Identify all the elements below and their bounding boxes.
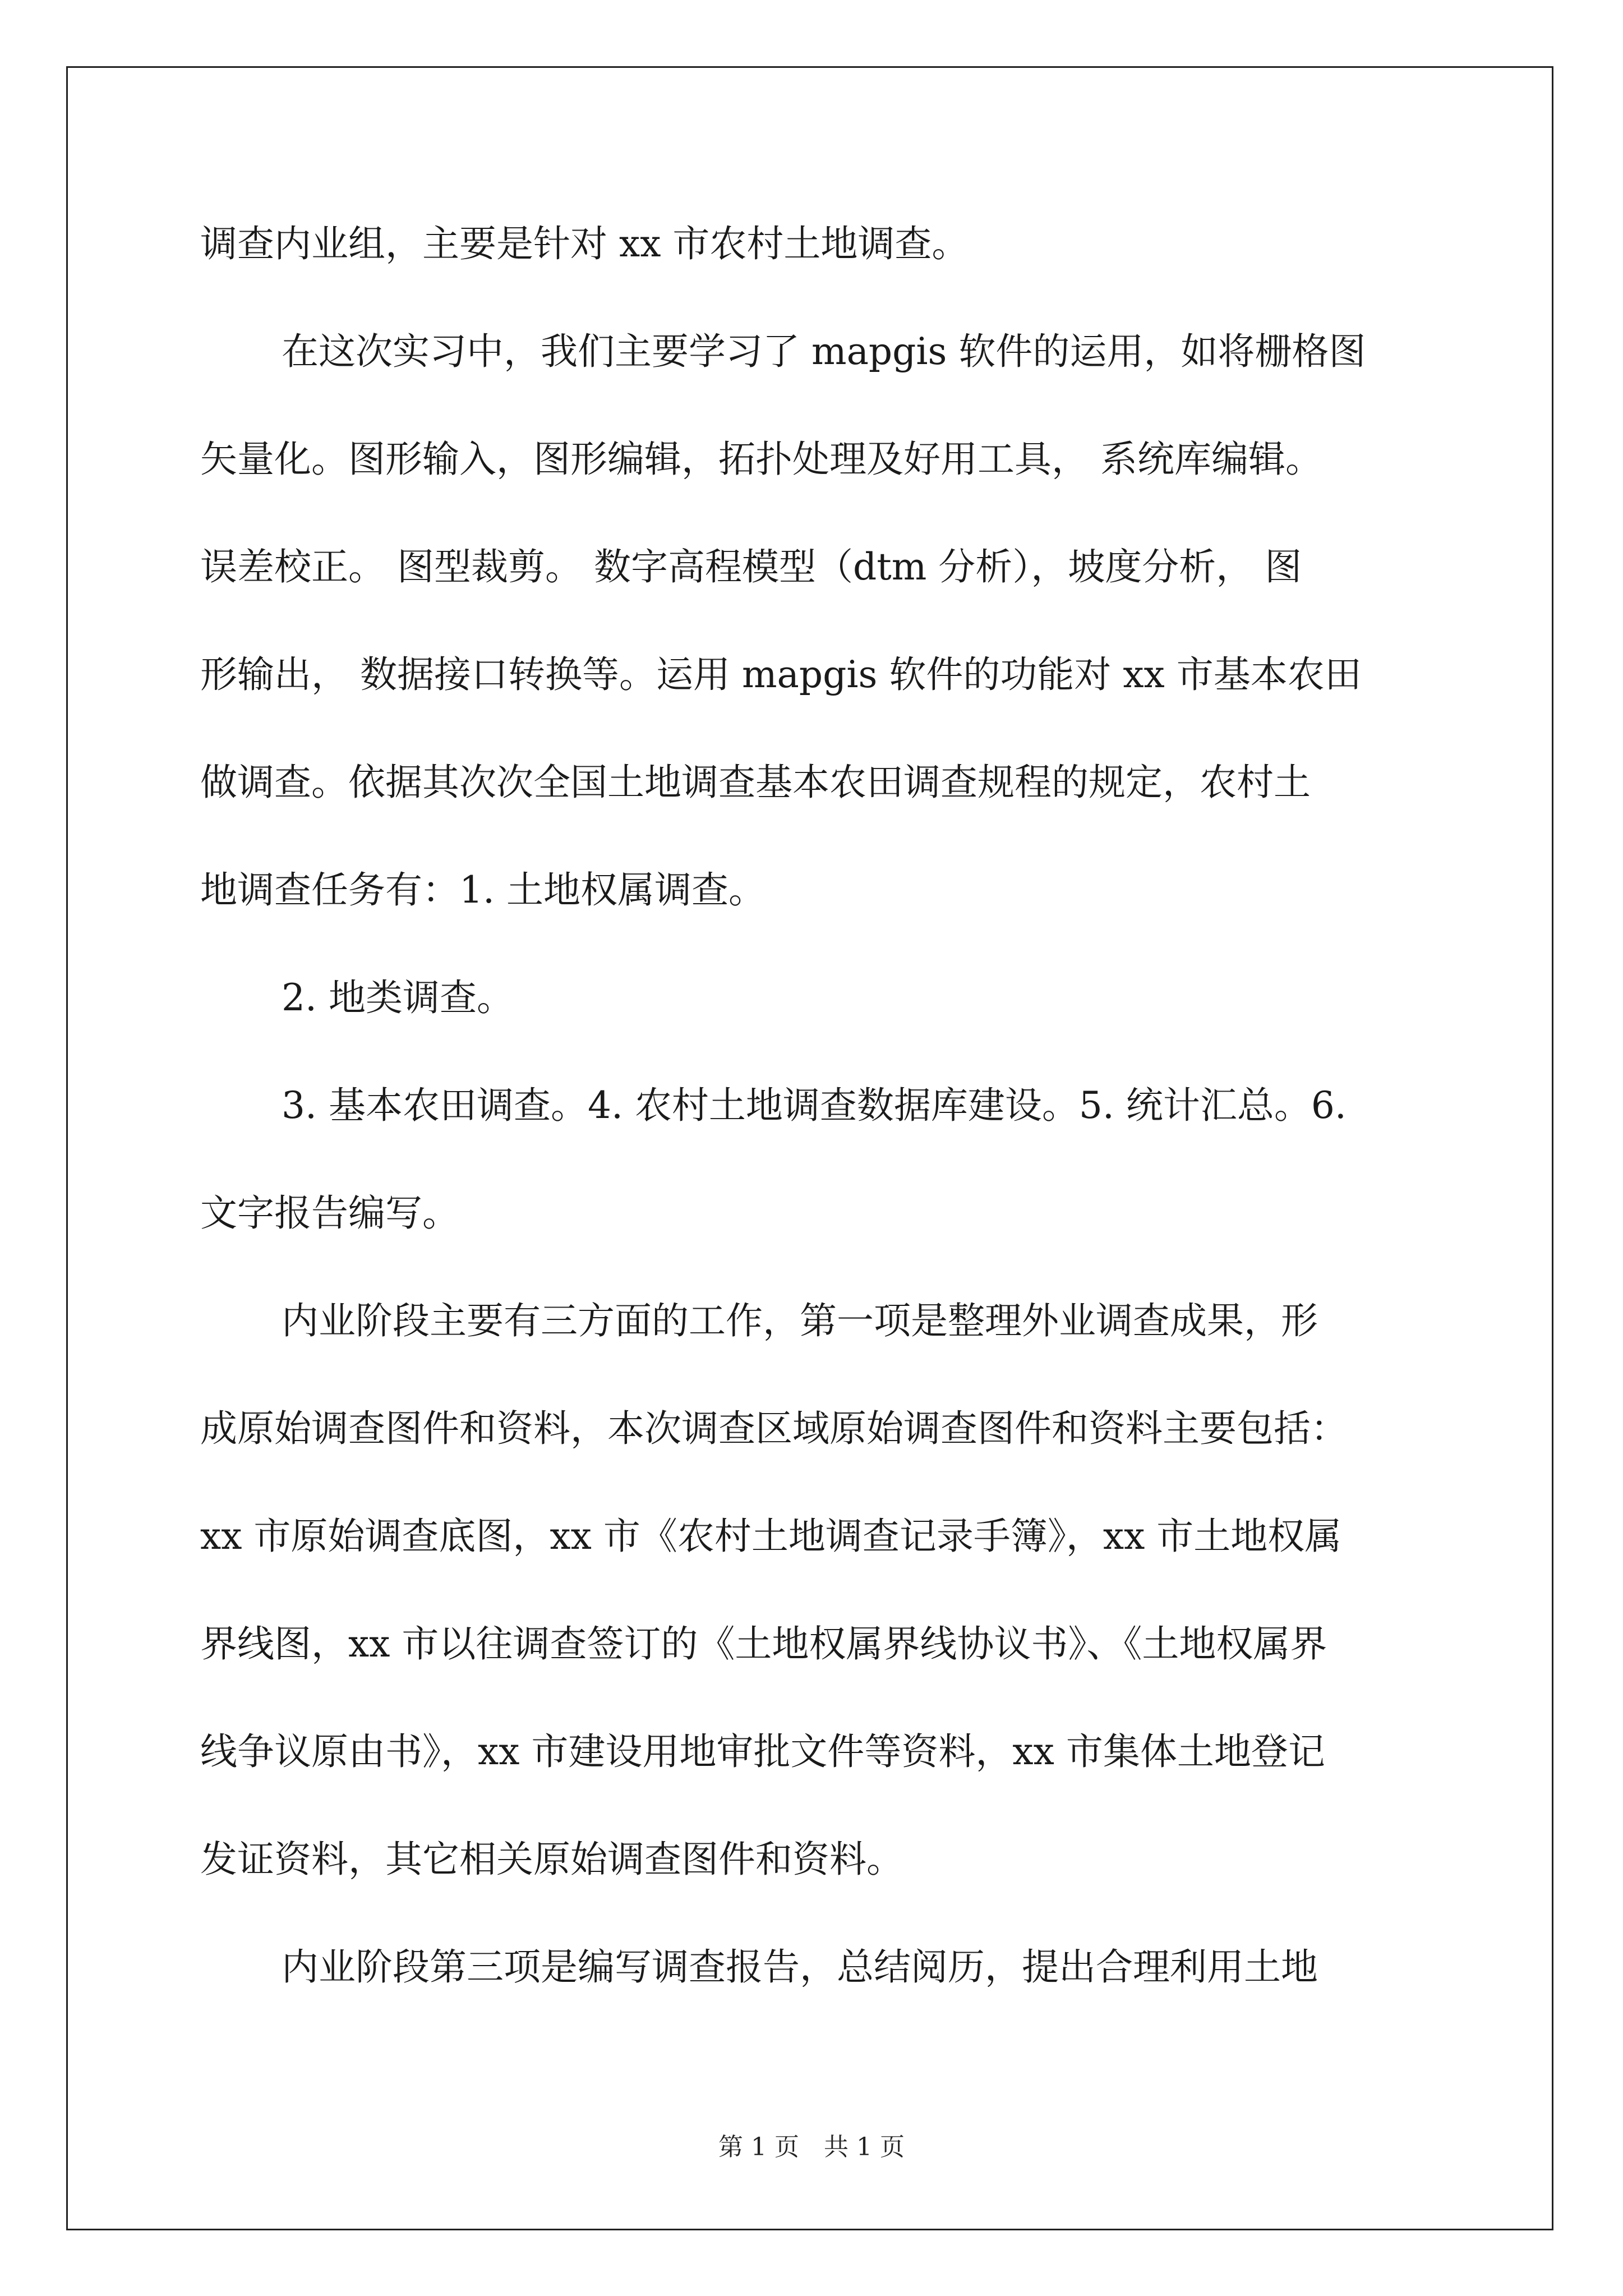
text-line: 文字报告编写。 bbox=[200, 1191, 459, 1235]
text-line: 矢量化。图形输入，图形编辑，拓扑处理及好用工具， 系统库编辑。 bbox=[200, 438, 1322, 481]
text-line: 成原始调查图件和资料，本次调查区域原始调查图件和资料主要包括： bbox=[200, 1407, 1348, 1450]
page-number-footer: 第 1 页 共 1 页 bbox=[718, 2133, 905, 2161]
text-line: 形输出， 数据接口转换等。运用 mapgis 软件的功能对 xx 市基本农田 bbox=[200, 653, 1362, 696]
text-line: xx 市原始调查底图，xx 市《农村土地调查记录手簿》，xx 市土地权属 bbox=[200, 1515, 1342, 1558]
text-line: 误差校正。 图型裁剪。 数字高程模型（dtm 分析），坡度分析， 图 bbox=[200, 545, 1302, 588]
text-line: 内业阶段第三项是编写调查报告，总结阅历，提出合理利用土地 bbox=[282, 1945, 1318, 1989]
text-line: 线争议原由书》，xx 市建设用地审批文件等资料，xx 市集体土地登记 bbox=[200, 1730, 1325, 1773]
text-line: 发证资料，其它相关原始调查图件和资料。 bbox=[200, 1838, 903, 1881]
text-line: 在这次实习中，我们主要学习了 mapgis 软件的运用，如将栅格图 bbox=[282, 330, 1366, 373]
text-line: 3. 基本农田调查。4. 农村土地调查数据库建设。5. 统计汇总。6. bbox=[282, 1084, 1347, 1127]
text-line: 地调查任务有：1. 土地权属调查。 bbox=[200, 868, 766, 912]
page-border bbox=[66, 66, 1553, 2230]
text-line: 做调查。依据其次次全国土地调查基本农田调查规程的规定，农村土 bbox=[200, 761, 1311, 804]
text-line: 2. 地类调查。 bbox=[282, 976, 514, 1019]
text-line: 内业阶段主要有三方面的工作，第一项是整理外业调查成果，形 bbox=[282, 1299, 1318, 1342]
text-line: 调查内业组，主要是针对 xx 市农村土地调查。 bbox=[200, 222, 969, 265]
text-line: 界线图，xx 市以往调查签订的《土地权属界线协议书》、《土地权属界 bbox=[200, 1622, 1327, 1665]
